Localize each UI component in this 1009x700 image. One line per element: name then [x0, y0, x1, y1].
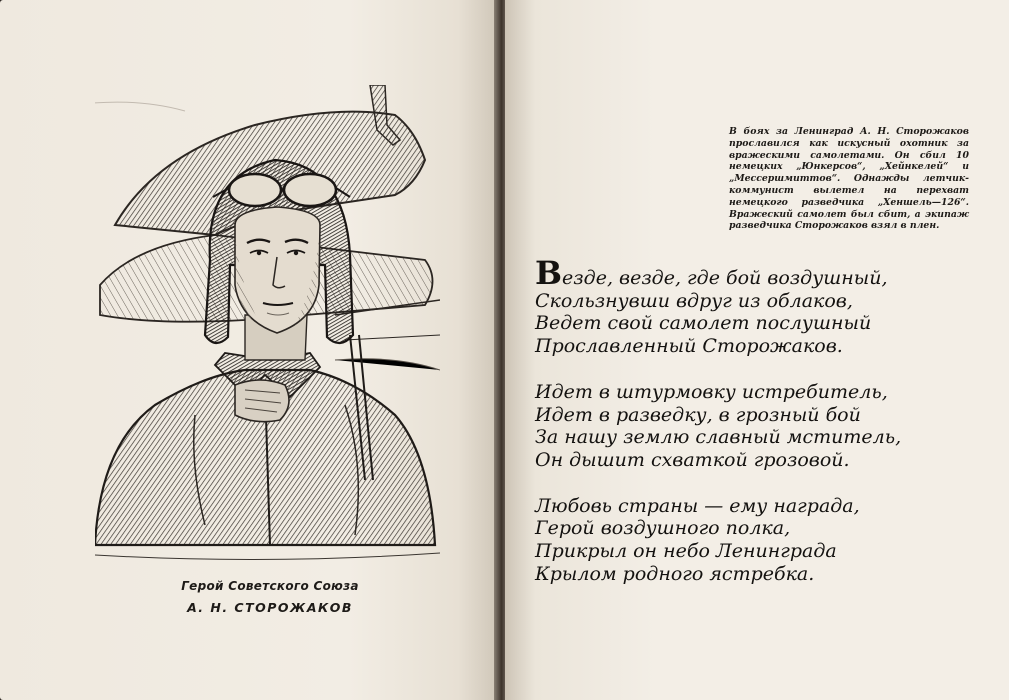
poem-line: Он дышит схваткой грозовой. — [535, 448, 850, 471]
poem-line: Идет в штурмовку истребитель, — [535, 380, 888, 403]
poem-stanza-2 — [535, 381, 955, 472]
poem-line: Герой воздушного полка, — [535, 517, 791, 540]
poem-line: Идет в разведку, в грозный бой — [535, 403, 861, 426]
portrait-pilot-drawing-icon — [95, 85, 440, 575]
poem-line: Крылом родного ястребка. — [535, 562, 815, 585]
poem-line: Скользнувши вдруг из облаков, — [535, 289, 853, 312]
poem-stanza-1 — [535, 254, 955, 358]
portrait-caption-title: Герой Советского Союза — [181, 579, 359, 593]
poem-line: Прославленный Сторожаков. — [535, 335, 843, 358]
poem-line — [535, 254, 955, 292]
poem-stanza-3 — [535, 495, 955, 586]
poem-line: Ведет свой самолет послушный — [535, 312, 872, 335]
poem-line: За нашу землю славный мститель, — [535, 426, 902, 449]
poem — [535, 254, 955, 608]
poem-line: Любовь страны — ему награда, — [535, 494, 860, 517]
poem-line: Прикрыл он небо Ленинграда — [535, 540, 837, 563]
pilot-portrait-illustration — [95, 85, 440, 575]
left-page — [0, 0, 498, 700]
poem-line-text: езде, везде, где бой воздушный, — [562, 267, 888, 289]
portrait-caption-name: А. Н. СТОРОЖАКОВ — [187, 600, 353, 615]
drop-cap: В — [535, 254, 563, 292]
biographical-note: В боях за Ленинград А. Н. Сторожаков прославился как искусный охотник за вражескими самолетами. Он сбил 10 немецких „Юнкерсов“, „Хейнкелей“ и „Мессершмиттов“. Однажды летчик-коммунист вылетел на перехват немецкого разведчика „Хеншель—126“. Вражеский самолет был сбит, а экипаж разведчика Сторожаков взял в плен. — [729, 126, 969, 232]
